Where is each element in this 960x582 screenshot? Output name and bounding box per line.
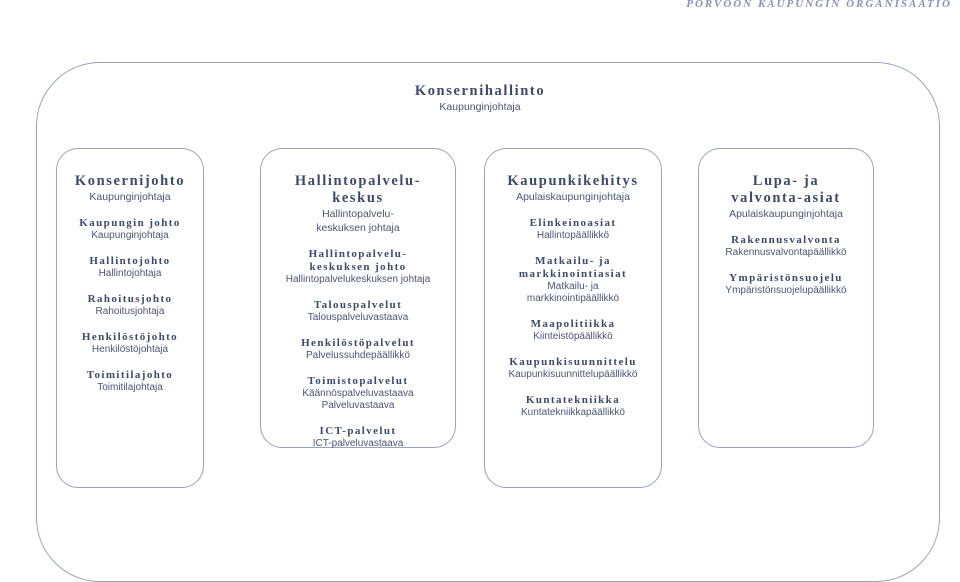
unit-name: Toimitilajohto [86, 369, 174, 381]
unit-name: Hallintojohto [89, 255, 171, 267]
column-title: Konsernijohto [74, 173, 186, 189]
unit-name: Elinkeinoasiat [529, 217, 617, 229]
unit-item [57, 217, 203, 242]
unit-item [485, 394, 661, 419]
unit-name: Maapolitiikka [530, 318, 616, 330]
unit-item [485, 318, 661, 343]
unit-name: ICT-palvelut [319, 425, 397, 437]
column-box [698, 148, 874, 448]
unit-role: Kaupunginjohtaja [91, 230, 169, 241]
unit-role: Palvelussuhdepäällikkö [306, 350, 410, 361]
unit-role: ICT-palveluvastaava [312, 438, 404, 449]
unit-name: Rakennusvalvonta [731, 234, 841, 246]
unit-item [57, 369, 203, 394]
top-node-role: Kaupunginjohtaja [439, 101, 521, 113]
unit-role: Toimitilajohtaja [97, 382, 163, 393]
unit-role: Käännöspalveluvastaava Palveluvastaava [302, 388, 414, 411]
column-box [484, 148, 662, 488]
unit-role: Rahoitusjohtaja [95, 306, 165, 317]
column-subtitle: Hallintopalvelu- keskuksen johtaja [316, 208, 400, 234]
unit-item [261, 337, 455, 362]
unit-item [57, 293, 203, 318]
top-node-name: Konsernihallinto [414, 83, 546, 99]
unit-item [699, 234, 873, 259]
unit-name: Henkilöstöpalvelut [301, 337, 415, 349]
unit-name: Toimistopalvelut [307, 375, 409, 387]
unit-role: Kaupunkisuunnittelupäällikkö [508, 369, 638, 380]
column-subtitle: Apulaiskaupunginjohtaja [516, 191, 630, 203]
unit-role: Matkailu- ja markkinointipäällikkö [526, 281, 620, 304]
unit-item [261, 425, 455, 450]
column-subtitle: Apulaiskaupunginjohtaja [729, 208, 843, 220]
unit-item [485, 356, 661, 381]
unit-role: Hallintopäällikkö [536, 230, 610, 241]
unit-name: Hallintopalvelu- keskuksen johto [308, 248, 408, 273]
unit-role: Talouspalveluvastaava [307, 312, 409, 323]
unit-role: Ympäristönsuojelupäällikkö [725, 285, 847, 296]
unit-name: Kaupungin johto [79, 217, 181, 229]
unit-item [57, 331, 203, 356]
column-subtitle: Kaupunginjohtaja [89, 191, 171, 203]
unit-role: Hallintojohtaja [98, 268, 162, 279]
unit-name: Rahoitusjohto [87, 293, 173, 305]
unit-role: Rakennusvalvontapäällikkö [725, 247, 847, 258]
unit-name: Matkailu- ja markkinointiasiat [518, 255, 628, 280]
unit-item [57, 255, 203, 280]
column-title: Kaupunkikehitys [507, 173, 639, 189]
unit-name: Henkilöstöjohto [81, 331, 179, 343]
unit-name: Ympäristönsuojelu [729, 272, 843, 284]
column-box [260, 148, 456, 448]
unit-role: Henkilöstöjohtaja [91, 344, 169, 355]
page-header-title: PORVOON KAUPUNGIN ORGANISAATIO [686, 0, 952, 10]
unit-item [699, 272, 873, 297]
unit-item [261, 248, 455, 286]
unit-item [485, 217, 661, 242]
unit-role: Kuntatekniikkapäällikkö [521, 407, 625, 418]
column-title: Hallintopalvelu- keskus [294, 173, 422, 206]
unit-name: Talouspalvelut [313, 299, 403, 311]
unit-item [485, 255, 661, 305]
unit-name: Kuntatekniikka [525, 394, 621, 406]
top-node [0, 83, 960, 114]
unit-role: Kiinteistöpäällikkö [533, 331, 613, 342]
unit-role: Hallintopalvelukeskuksen johtaja [285, 274, 431, 285]
column-box [56, 148, 204, 488]
unit-item [261, 375, 455, 412]
unit-name: Kaupunkisuunnittelu [509, 356, 637, 368]
unit-item [261, 299, 455, 324]
column-title: Lupa- ja valvonta-asiat [731, 173, 841, 206]
